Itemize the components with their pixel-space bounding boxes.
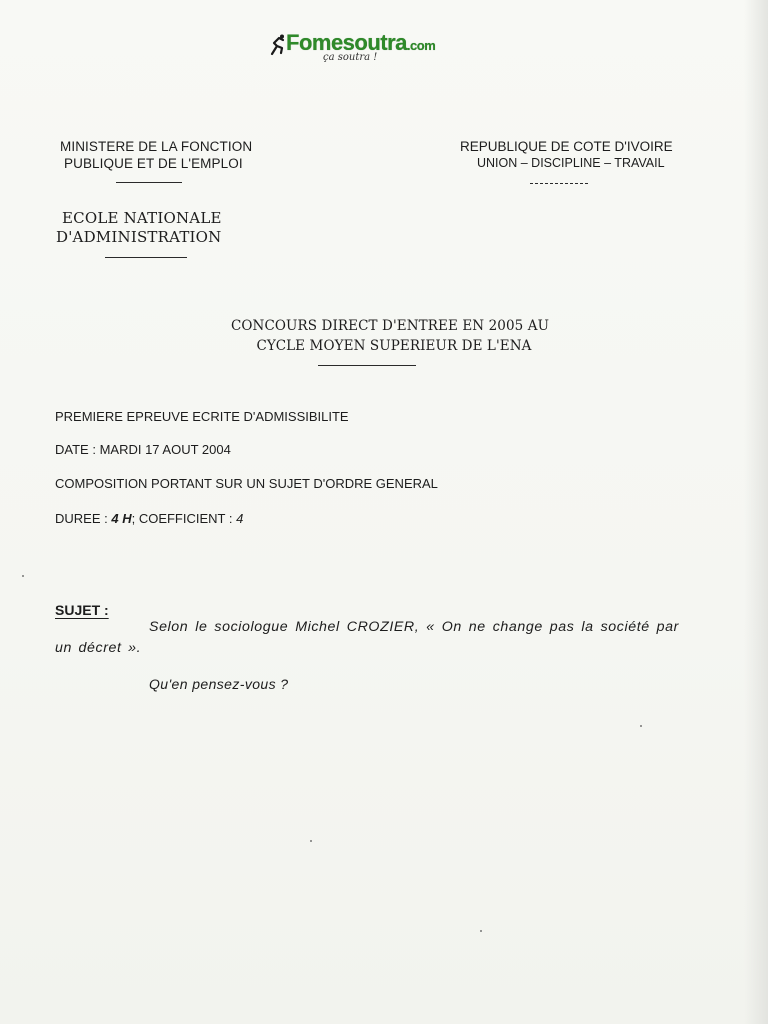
scan-speck <box>480 930 482 932</box>
school-line-2: D'ADMINISTRATION <box>56 228 222 246</box>
fomesoutra-logo[interactable] <box>268 28 468 70</box>
logo-slogan: ça soutra ! <box>323 52 378 63</box>
ministry-line-2: PUBLIQUE ET DE L'EMPLOI <box>64 156 243 171</box>
school-divider <box>105 257 187 258</box>
scan-speck <box>22 575 24 577</box>
duree-line <box>55 511 243 526</box>
scan-speck <box>640 725 642 727</box>
ministry-divider <box>116 182 182 183</box>
ministry-header <box>60 138 252 172</box>
coefficient-label: ; COEFFICIENT : <box>131 511 233 526</box>
duree-label: DUREE : <box>55 511 108 526</box>
concours-divider <box>318 365 416 366</box>
logo-tld: .com <box>406 38 436 53</box>
republic-motto: UNION – DISCIPLINE – TRAVAIL <box>477 156 665 170</box>
school-name <box>56 209 222 247</box>
concours-line-1: CONCOURS DIRECT D'ENTREE EN 2005 AU <box>230 318 550 334</box>
date-label: DATE : <box>55 442 96 457</box>
date-line <box>55 442 231 457</box>
logo-name: Fomesoutra <box>286 30 407 55</box>
sujet-text: Selon le sociologue Michel CROZIER, « On ne change pas la société par un décret ». <box>55 619 679 656</box>
school-line-1: ECOLE NATIONALE <box>62 209 222 227</box>
sujet-question: Qu'en pensez-vous ? <box>149 676 289 692</box>
sujet-label: SUJET : <box>55 602 109 618</box>
date-value: MARDI 17 AOUT 2004 <box>99 442 231 457</box>
republic-line-1: REPUBLIQUE DE COTE D'IVOIRE <box>460 139 673 154</box>
republic-header <box>460 138 673 172</box>
runner-icon <box>268 34 288 56</box>
scan-speck <box>310 840 312 842</box>
epreuve-line: PREMIERE EPREUVE ECRITE D'ADMISSIBILITE <box>55 409 349 424</box>
ministry-line-1: MINISTERE DE LA FONCTION <box>60 139 253 154</box>
composition-line: COMPOSITION PORTANT SUR UN SUJET D'ORDRE GENERAL <box>55 476 438 491</box>
concours-line-2: CYCLE MOYEN SUPERIEUR DE L'ENA <box>256 338 532 354</box>
page-edge-shadow <box>744 0 768 1024</box>
republic-divider <box>530 183 588 184</box>
coefficient-value: 4 <box>236 511 244 526</box>
duree-value: 4 H <box>111 511 132 526</box>
concours-title <box>0 316 768 356</box>
